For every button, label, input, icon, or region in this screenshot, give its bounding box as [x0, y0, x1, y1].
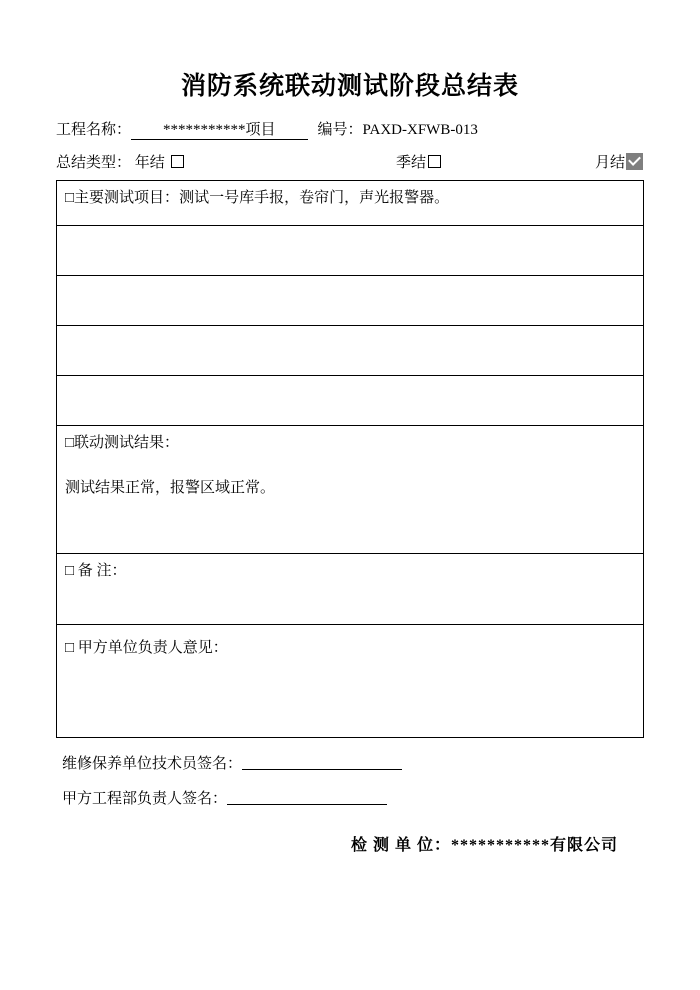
- inspection-company-value: ***********有限公司: [450, 837, 618, 854]
- blank-row-4[interactable]: [57, 376, 644, 426]
- table-row: [57, 226, 644, 276]
- owner-opinion-cell[interactable]: [57, 625, 644, 738]
- table-row: [57, 376, 644, 426]
- quarterly-checkbox[interactable]: [428, 155, 441, 168]
- owner-signature-row: [62, 787, 644, 808]
- monthly-checkbox[interactable]: [626, 153, 643, 170]
- main-items-cell[interactable]: [57, 181, 644, 226]
- remark-label: □ 备 注：: [65, 563, 127, 579]
- number-label: 编号：: [317, 122, 363, 138]
- quarterly-label: 季结: [396, 154, 427, 171]
- table-row: [57, 326, 644, 376]
- summary-type-row: [56, 150, 644, 172]
- page-title: 消防系统联动测试阶段总结表: [180, 73, 519, 100]
- summary-type-group: [56, 151, 186, 172]
- owner-signature-label: 甲方工程部负责人签名：: [62, 791, 228, 807]
- inspection-company-row: [56, 832, 618, 855]
- project-name-prefix-rule: [131, 122, 161, 140]
- table-row: [57, 276, 644, 326]
- technician-signature-value[interactable]: [242, 769, 402, 770]
- table-row: [57, 181, 644, 226]
- table-row: [57, 554, 644, 625]
- project-name-value[interactable]: ***********项目: [161, 118, 278, 140]
- project-name-suffix-rule: [278, 122, 308, 140]
- blank-row-3[interactable]: [57, 326, 644, 376]
- blank-row-2[interactable]: [57, 276, 644, 326]
- quarterly-group: [396, 151, 443, 172]
- blank-row-1[interactable]: [57, 226, 644, 276]
- project-meta-row: [56, 118, 644, 140]
- main-items-label: □主要测试项目：: [65, 190, 180, 206]
- owner-signature-value[interactable]: [227, 804, 387, 805]
- monthly-group: [595, 151, 644, 172]
- monthly-label: 月结: [594, 154, 625, 171]
- annual-checkbox[interactable]: [171, 155, 184, 168]
- technician-signature-label: 维修保养单位技术员签名：: [62, 756, 243, 772]
- test-result-value: 测试结果正常，报警区域正常。: [65, 479, 276, 496]
- inspection-company-label: 检 测 单 位：: [350, 837, 451, 854]
- test-result-cell[interactable]: [57, 426, 644, 554]
- annual-label: 年结: [134, 154, 165, 171]
- test-result-label: □联动测试结果：: [65, 435, 180, 451]
- owner-opinion-label: □ 甲方单位负责人意见：: [65, 640, 228, 656]
- remark-cell[interactable]: [57, 554, 644, 625]
- table-row: [57, 625, 644, 738]
- number-value[interactable]: PAXD-XFWB-013: [362, 122, 478, 138]
- summary-form-table: [56, 180, 644, 738]
- technician-signature-row: [62, 752, 644, 773]
- project-name-label: 工程名称：: [56, 122, 132, 138]
- table-row: [57, 426, 644, 554]
- summary-type-label: 总结类型：: [56, 154, 132, 171]
- main-items-value: 测试一号库手报，卷帘门，声光报警器。: [179, 190, 450, 206]
